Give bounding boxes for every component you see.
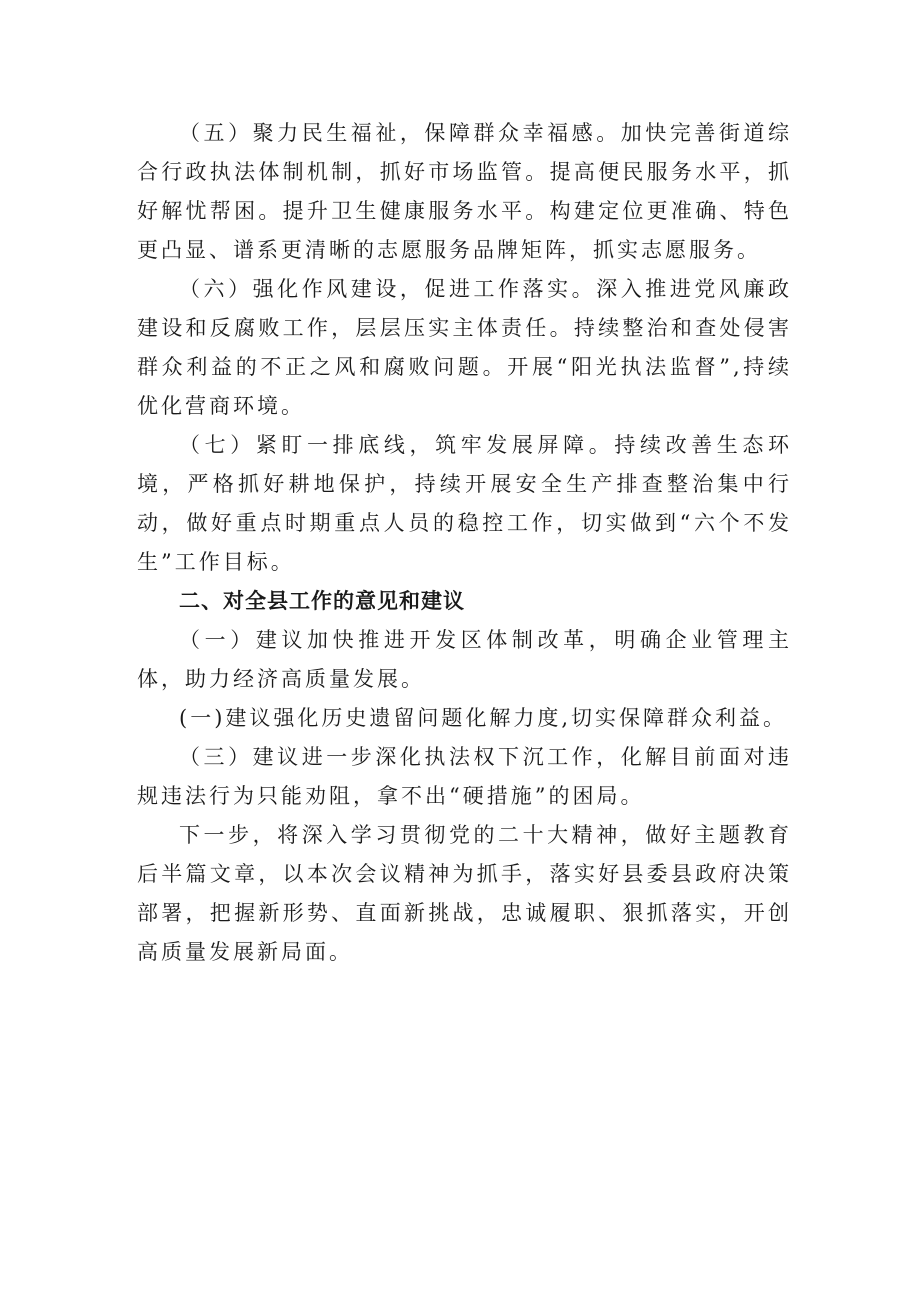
document-body (137, 114, 792, 972)
paragraph-item-7: （七）紧盯一排底线，筑牢发展屏障。持续改善生态环境，严格抓好耕地保护，持续开展安全生产排查整治集中行动，做好重点时期重点人员的稳控工作，切实做到“六个不发生”工作目标。 (137, 433, 792, 574)
paragraph-item-5: （五）聚力民生福祉，保障群众幸福感。加快完善街道综合行政执法体制机制，抓好市场监管。提高便民服务水平，抓好解忧帮困。提升卫生健康服务水平。构建定位更准确、特色更凸显、谱系更清晰的志愿服务品牌矩阵，抓实志愿服务。 (137, 121, 792, 262)
closing-paragraph: 下一步，将深入学习贯彻党的二十大精神，做好主题教育后半篇文章，以本次会议精神为抓手，落实好县委县政府决策部署，把握新形势、直面新挑战，忠诚履职、狠抓落实，开创高质量发展新局面。 (137, 823, 792, 964)
suggestion-item-3: （三）建议进一步深化执法权下沉工作，化解目前面对违规违法行为只能劝阻，拿不出“硬措施”的困局。 (137, 745, 792, 808)
section-heading-2: 二、对全县工作的意见和建议 (179, 589, 465, 613)
suggestion-item-1: （一）建议加快推进开发区体制改革，明确企业管理主体，助力经济高质量发展。 (137, 628, 792, 691)
paragraph-item-6: （六）强化作风建设，促进工作落实。深入推进党风廉政建设和反腐败工作，层层压实主体责任。持续整治和查处侵害群众利益的不正之风和腐败问题。开展“阳光执法监督”,持续优化营商环境。 (137, 277, 792, 418)
suggestion-item-2: (一)建议强化历史遗留问题化解力度,切实保障群众利益。 (179, 706, 788, 730)
